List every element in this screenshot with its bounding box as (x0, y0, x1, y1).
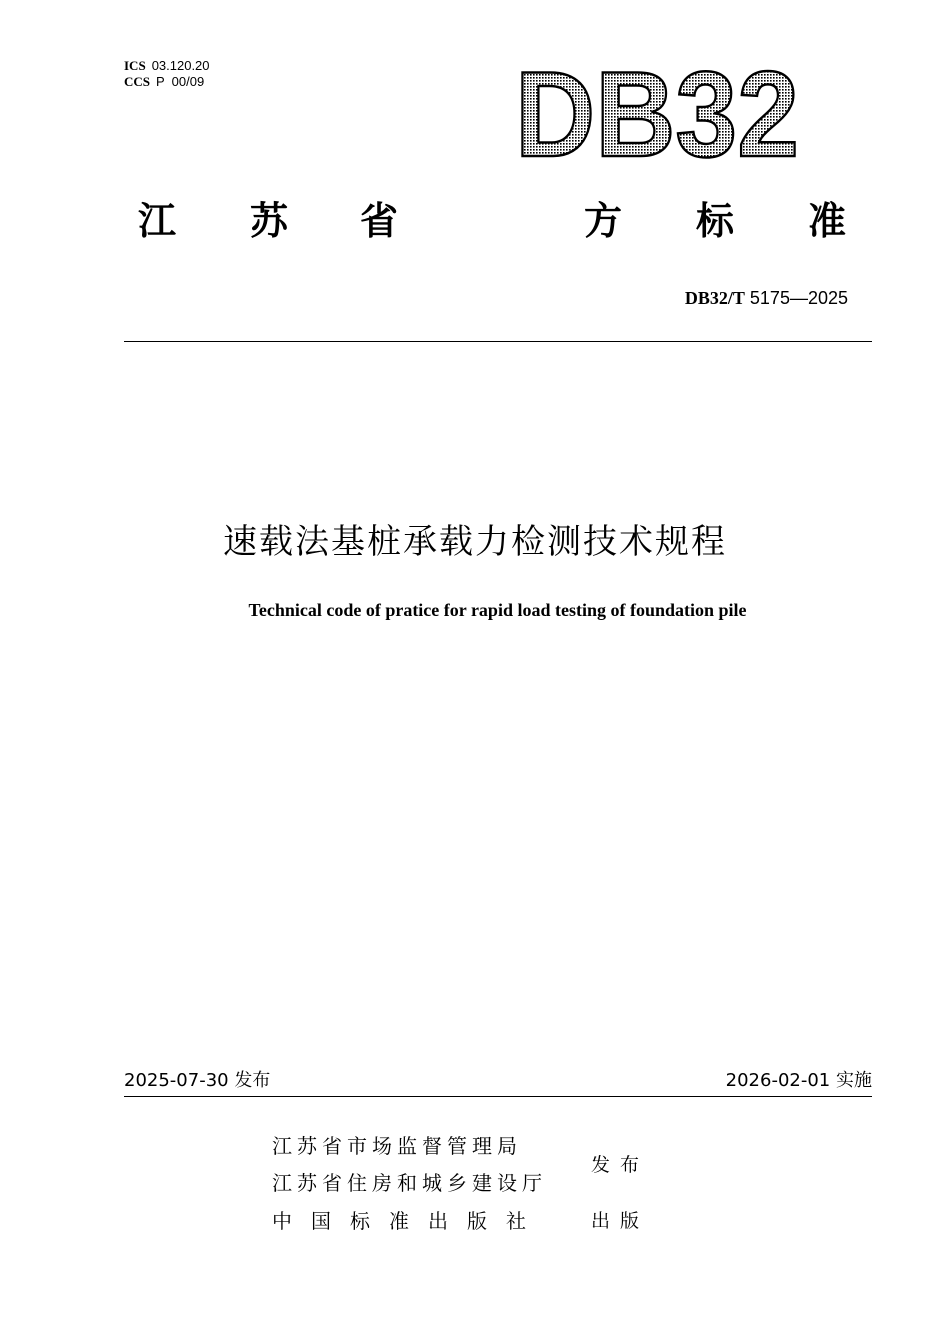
issue-action: 发布 (591, 1154, 650, 1176)
classification-codes (124, 58, 210, 90)
ccs-label: CCS (124, 74, 151, 89)
standard-number (685, 288, 848, 309)
logo-text: DB32 (515, 56, 799, 168)
press-name: 中国标准出版社 (272, 1209, 545, 1233)
ccs-code: P 00/09 (156, 74, 205, 89)
issuer-1: 江苏省市场监督管理局 (272, 1134, 522, 1158)
standard-type-char-4: 方 (584, 198, 623, 243)
implement-date: 2026-02-01 实施 (725, 1070, 872, 1091)
standard-type-title (138, 190, 858, 243)
issue-date: 2025-07-30 发布 (124, 1070, 271, 1091)
standard-number-value: 5175—2025 (749, 288, 848, 308)
bottom-divider (124, 1096, 872, 1097)
ics-label: ICS (124, 58, 146, 73)
standard-type-char-5: 标 (696, 198, 735, 243)
press-action: 出版 (591, 1210, 650, 1232)
ics-code: 03.120.20 (151, 58, 210, 73)
standard-type-char-3: 省 (360, 198, 399, 243)
title-english: Technical code of pratice for rapid load testing of foundation pile (248, 600, 747, 620)
ccs-line (124, 74, 210, 90)
db32-logo (512, 56, 802, 168)
standard-type-char-2: 苏 (250, 198, 289, 243)
db32-logo-svg (512, 56, 802, 168)
standard-type-char-1: 江 (138, 198, 177, 243)
ics-line (124, 58, 210, 74)
top-divider (124, 341, 872, 342)
issuer-2: 江苏省住房和城乡建设厅 (272, 1171, 547, 1195)
standard-type-char-6: 准 (808, 198, 847, 243)
title-chinese: 速载法基桩承载力检测技术规程 (223, 522, 727, 562)
standard-number-prefix: DB32/T (684, 288, 745, 308)
